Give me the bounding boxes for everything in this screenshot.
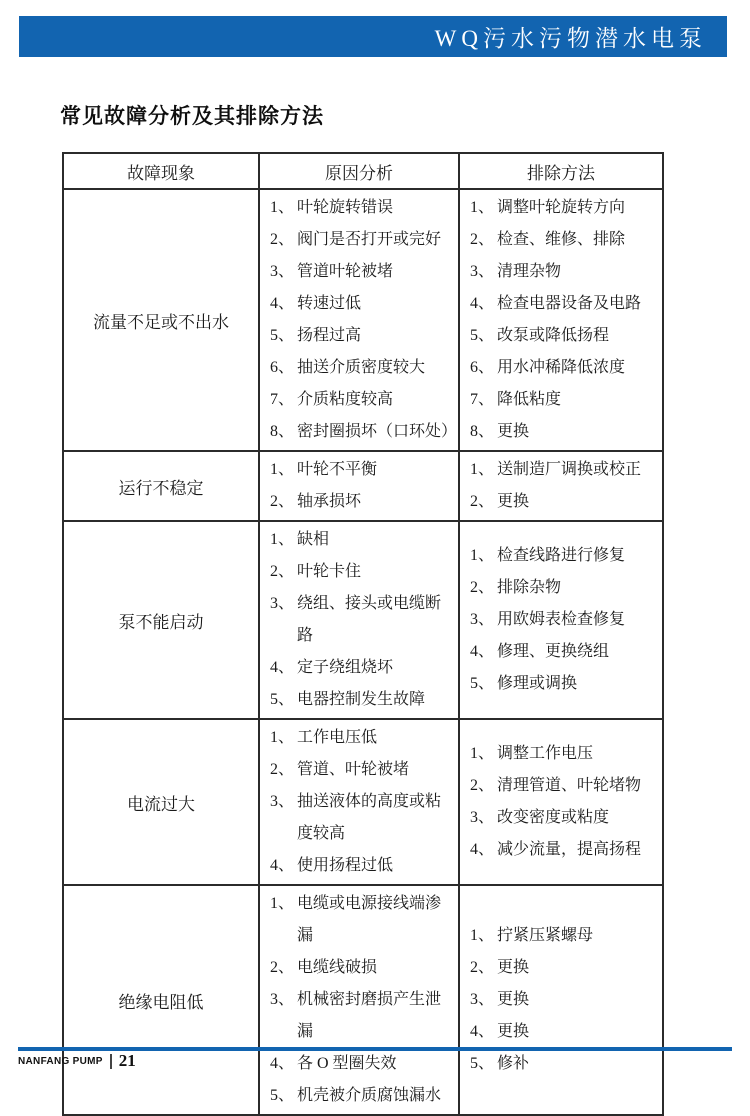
item-text: 抽送液体的高度或粘度较高 — [297, 793, 442, 842]
cause-item — [270, 454, 456, 486]
remedies-cell — [459, 451, 663, 521]
item-number: 2、 — [470, 959, 495, 976]
item-number: 2、 — [270, 761, 295, 778]
cause-item — [270, 850, 456, 882]
page-title: 常见故障分析及其排除方法 — [60, 105, 324, 128]
remedy-item — [470, 834, 660, 866]
item-text: 修补 — [497, 1055, 530, 1072]
item-text: 送制造厂调换或校正 — [497, 461, 642, 478]
cause-item — [270, 722, 456, 754]
item-text: 转速过低 — [297, 295, 362, 312]
symptom-cell: 运行不稳定 — [63, 451, 259, 521]
item-number: 1、 — [470, 547, 495, 564]
item-number: 5、 — [470, 327, 495, 344]
symptom-cell: 绝缘电阻低 — [63, 885, 259, 1115]
remedy-item — [470, 486, 660, 518]
item-number: 6、 — [470, 359, 495, 376]
item-text: 管道叶轮被堵 — [297, 263, 394, 280]
item-number: 4、 — [470, 295, 495, 312]
item-number: 1、 — [270, 729, 295, 746]
cause-item — [270, 952, 456, 984]
item-text: 减少流量，提高扬程 — [497, 841, 642, 858]
item-text: 电缆或电源接线端渗漏 — [297, 895, 442, 944]
item-text: 叶轮不平衡 — [297, 461, 378, 478]
remedies-cell — [459, 719, 663, 885]
item-text: 清理管道、叶轮堵物 — [497, 777, 642, 794]
causes-cell — [259, 189, 459, 451]
fault-table — [62, 152, 664, 1116]
item-text: 改变密度或粘度 — [497, 809, 610, 826]
item-number: 4、 — [270, 857, 295, 874]
remedy-item — [470, 636, 660, 668]
product-title: WQ污水污物潜水电泵 — [434, 26, 707, 51]
item-number: 3、 — [270, 263, 295, 280]
cause-item — [270, 684, 456, 716]
item-text: 用欧姆表检查修复 — [497, 611, 626, 628]
causes-cell — [259, 451, 459, 521]
cause-item — [270, 256, 456, 288]
item-number: 8、 — [270, 423, 295, 440]
table-row — [63, 521, 663, 719]
item-text: 定子绕组烧坏 — [297, 659, 394, 676]
remedy-item — [470, 770, 660, 802]
item-number: 1、 — [270, 461, 295, 478]
item-text: 工作电压低 — [297, 729, 378, 746]
column-header-remedy: 排除方法 — [459, 153, 663, 189]
item-text: 各 O 型圈失效 — [297, 1055, 397, 1072]
remedy-item — [470, 352, 660, 384]
item-text: 扬程过高 — [297, 327, 362, 344]
item-text: 降低粘度 — [497, 391, 562, 408]
cause-item — [270, 556, 456, 588]
item-text: 叶轮旋转错误 — [297, 199, 394, 216]
header-banner — [19, 16, 727, 57]
table-header-row — [63, 153, 663, 189]
footer-vertical-divider — [110, 1054, 112, 1069]
item-number: 5、 — [270, 691, 295, 708]
item-text: 机械密封磨损产生泄漏 — [297, 991, 442, 1040]
remedy-item — [470, 1016, 660, 1048]
brand-logo: NANFANG PUMP — [18, 1055, 103, 1067]
item-number: 2、 — [270, 231, 295, 248]
cause-item — [270, 288, 456, 320]
remedy-item — [470, 668, 660, 700]
symptom-cell: 电流过大 — [63, 719, 259, 885]
item-number: 2、 — [270, 493, 295, 510]
cause-item — [270, 984, 456, 1048]
item-number: 4、 — [470, 643, 495, 660]
item-number: 4、 — [470, 841, 495, 858]
remedy-item — [470, 604, 660, 636]
column-header-cause: 原因分析 — [259, 153, 459, 189]
item-text: 抽送介质密度较大 — [297, 359, 426, 376]
item-text: 更换 — [497, 423, 530, 440]
cause-item — [270, 352, 456, 384]
footer — [18, 1052, 136, 1070]
cause-item — [270, 416, 456, 448]
item-text: 阀门是否打开或完好 — [297, 231, 442, 248]
item-number: 1、 — [470, 745, 495, 762]
item-number: 2、 — [470, 231, 495, 248]
cause-item — [270, 786, 456, 850]
causes-cell — [259, 719, 459, 885]
cause-item — [270, 754, 456, 786]
cause-item — [270, 524, 456, 556]
remedy-item — [470, 738, 660, 770]
item-number: 3、 — [270, 793, 295, 810]
cause-item — [270, 652, 456, 684]
item-number: 3、 — [470, 991, 495, 1008]
item-number: 1、 — [470, 461, 495, 478]
cause-item — [270, 320, 456, 352]
item-number: 6、 — [270, 359, 295, 376]
item-number: 5、 — [470, 1055, 495, 1072]
item-text: 电器控制发生故障 — [297, 691, 426, 708]
page-number: 21 — [118, 1051, 136, 1070]
item-text: 更换 — [497, 991, 530, 1008]
item-number: 4、 — [270, 295, 295, 312]
cause-item — [270, 1048, 456, 1080]
item-text: 叶轮卡住 — [297, 563, 362, 580]
remedy-item — [470, 288, 660, 320]
item-number: 8、 — [470, 423, 495, 440]
remedies-cell — [459, 885, 663, 1115]
item-number: 2、 — [470, 777, 495, 794]
remedy-item — [470, 416, 660, 448]
item-text: 调整叶轮旋转方向 — [497, 199, 626, 216]
item-text: 检查、维修、排除 — [497, 231, 626, 248]
item-text: 介质粘度较高 — [297, 391, 394, 408]
symptom-cell: 流量不足或不出水 — [63, 189, 259, 451]
table-row — [63, 451, 663, 521]
item-text: 密封圈损坏（口环处） — [297, 423, 458, 440]
cause-item — [270, 192, 456, 224]
item-text: 排除杂物 — [497, 579, 562, 596]
item-text: 拧紧压紧螺母 — [497, 927, 594, 944]
item-text: 使用扬程过低 — [297, 857, 394, 874]
item-text: 修理或调换 — [497, 675, 578, 692]
remedy-item — [470, 572, 660, 604]
item-number: 7、 — [470, 391, 495, 408]
remedy-item — [470, 256, 660, 288]
remedy-item — [470, 192, 660, 224]
column-header-symptom: 故障现象 — [63, 153, 259, 189]
remedy-item — [470, 920, 660, 952]
remedy-item — [470, 1048, 660, 1080]
cause-item — [270, 1080, 456, 1112]
causes-cell — [259, 521, 459, 719]
remedy-item — [470, 454, 660, 486]
remedy-item — [470, 320, 660, 352]
table-row — [63, 719, 663, 885]
cause-item — [270, 384, 456, 416]
item-number: 3、 — [470, 809, 495, 826]
item-number: 1、 — [270, 895, 295, 912]
item-text: 调整工作电压 — [497, 745, 594, 762]
cause-item — [270, 888, 456, 952]
item-number: 3、 — [470, 263, 495, 280]
remedy-item — [470, 952, 660, 984]
cause-item — [270, 486, 456, 518]
remedy-item — [470, 540, 660, 572]
symptom-cell: 泵不能启动 — [63, 521, 259, 719]
item-number: 4、 — [470, 1023, 495, 1040]
item-number: 7、 — [270, 391, 295, 408]
item-text: 检查电器设备及电路 — [497, 295, 642, 312]
item-text: 轴承损坏 — [297, 493, 362, 510]
item-text: 绕组、接头或电缆断路 — [297, 595, 442, 644]
causes-cell — [259, 885, 459, 1115]
cause-item — [270, 588, 456, 652]
item-number: 1、 — [470, 199, 495, 216]
item-number: 4、 — [270, 659, 295, 676]
item-text: 修理、更换绕组 — [497, 643, 610, 660]
item-text: 检查线路进行修复 — [497, 547, 626, 564]
item-text: 机壳被介质腐蚀漏水 — [297, 1087, 442, 1104]
remedy-item — [470, 802, 660, 834]
item-text: 缺相 — [297, 531, 330, 548]
table-row — [63, 885, 663, 1115]
item-text: 改泵或降低扬程 — [497, 327, 610, 344]
remedies-cell — [459, 189, 663, 451]
item-text: 用水冲稀降低浓度 — [497, 359, 626, 376]
item-number: 5、 — [270, 1087, 295, 1104]
item-number: 5、 — [470, 675, 495, 692]
remedy-item — [470, 224, 660, 256]
remedy-item — [470, 984, 660, 1016]
item-number: 2、 — [470, 579, 495, 596]
table-row — [63, 189, 663, 451]
item-number: 3、 — [270, 595, 295, 612]
item-number: 5、 — [270, 327, 295, 344]
item-number: 2、 — [270, 563, 295, 580]
remedies-cell — [459, 521, 663, 719]
item-number: 2、 — [270, 959, 295, 976]
item-text: 更换 — [497, 493, 530, 510]
item-text: 管道、叶轮被堵 — [297, 761, 410, 778]
item-text: 电缆线破损 — [297, 959, 378, 976]
item-number: 3、 — [270, 991, 295, 1008]
item-text: 更换 — [497, 1023, 530, 1040]
remedy-item — [470, 384, 660, 416]
item-number: 4、 — [270, 1055, 295, 1072]
item-number: 1、 — [270, 531, 295, 548]
item-text: 清理杂物 — [497, 263, 562, 280]
item-text: 更换 — [497, 959, 530, 976]
item-number: 2、 — [470, 493, 495, 510]
cause-item — [270, 224, 456, 256]
item-number: 1、 — [270, 199, 295, 216]
item-number: 3、 — [470, 611, 495, 628]
item-number: 1、 — [470, 927, 495, 944]
